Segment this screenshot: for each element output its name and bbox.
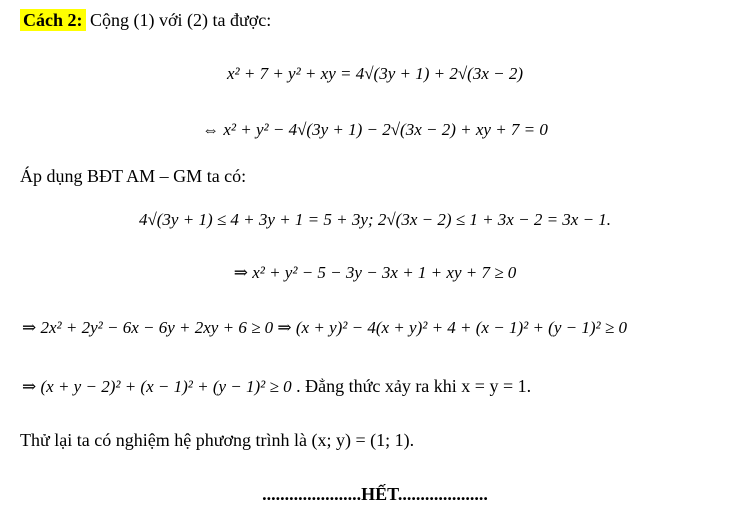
implication-2: ⇒ 2x² + 2y² − 6x − 6y + 2xy + 6 ≥ 0 ⇒ (x + y)² − 4(x + y)² + 4 + (x − 1)² + (y − 1)² ≥ 0 [22,318,627,337]
amgm-intro: Áp dụng BĐT AM – GM ta có: [20,166,247,186]
implication-3-line [22,374,531,399]
header-text: Cộng (1) với (2) ta được: [90,10,272,30]
equation-sum: x² + 7 + y² + xy = 4√(3y + 1) + 2√(3x − 2) [226,64,524,83]
implication-3: ⇒ (x + y − 2)² + (x − 1)² + (y − 1)² ≥ 0 [22,377,292,396]
equation-equivalent: ⇔ x² + y² − 4√(3y + 1) − 2√(3x − 2) + xy + 7 = 0 [202,120,548,139]
amgm-inequality: 4√(3y + 1) ≤ 4 + 3y + 1 = 5 + 3y; 2√(3x − 2) ≤ 1 + 3x − 2 = 3x − 1. [138,210,612,229]
method-label: Cách 2: [20,9,86,31]
header-line [20,8,271,32]
conclusion: Thử lại ta có nghiệm hệ phương trình là (x; y) = (1; 1). [20,430,415,450]
equality-condition: . Đẳng thức xảy ra khi x = y = 1. [296,376,532,396]
implication-1: ⇒ x² + y² − 5 − 3y − 3x + 1 + xy + 7 ≥ 0 [233,263,517,282]
end-marker: ......................HẾT.................... [262,484,488,504]
